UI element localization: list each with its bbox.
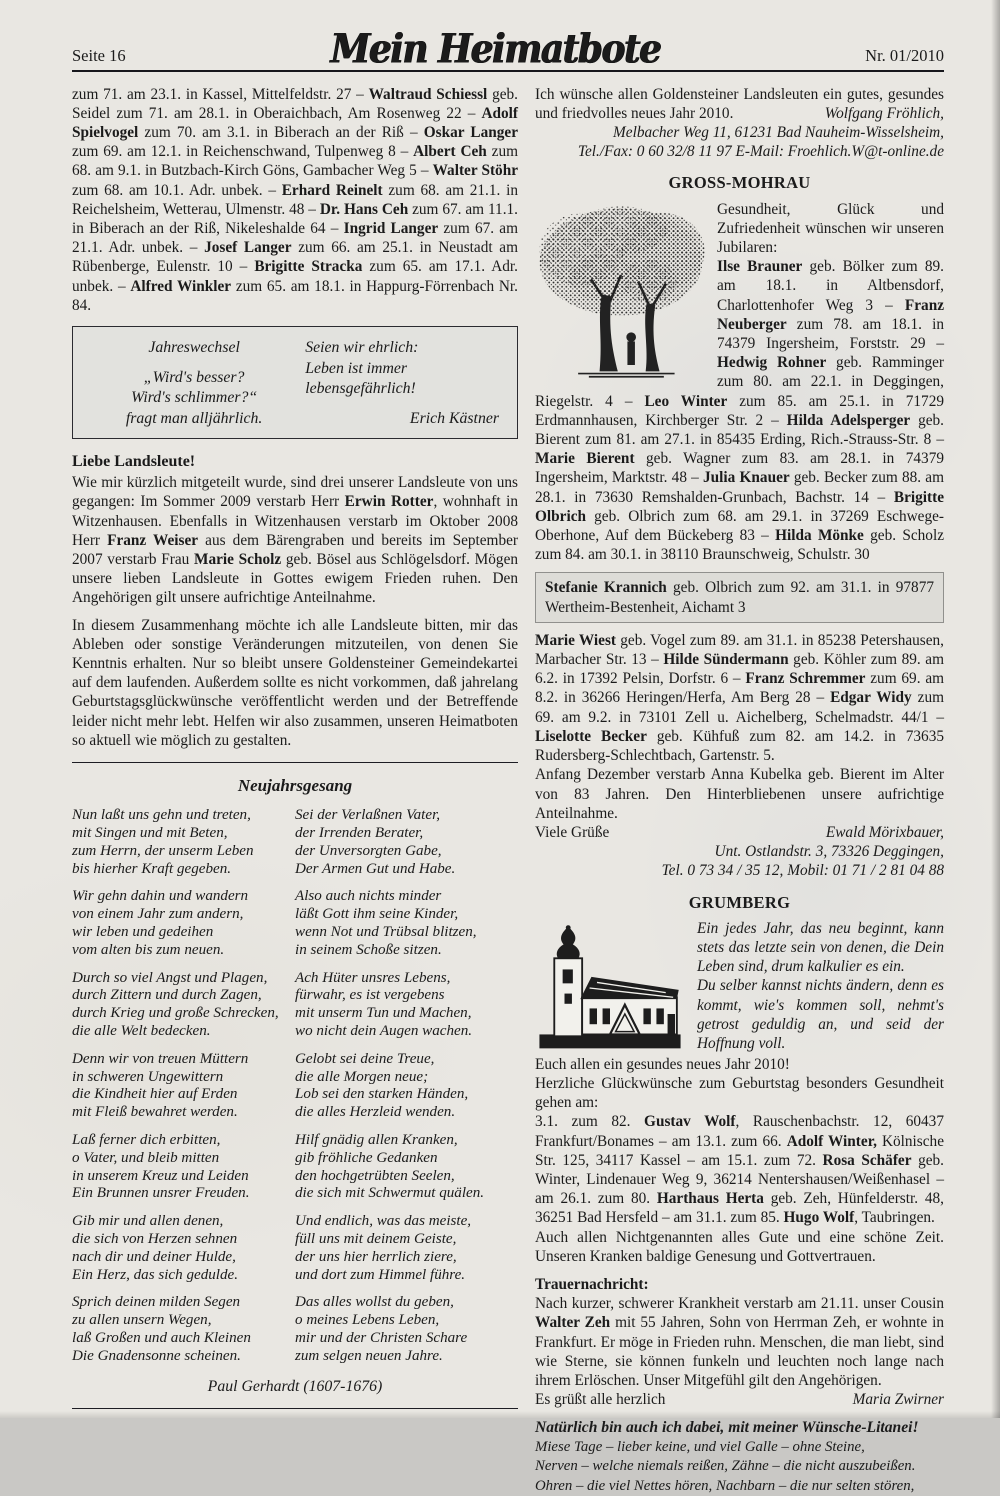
grumberg-verse-1: Ein jedes Jahr, das neu beginnt, kann stets das letzte sein von denen, die Dein Leben sind, drum kalkulier es ein. <box>697 919 944 976</box>
poem-stanza: Also auch nichts minder läßt Gott ihm seine Kinder, wenn Not und Trübsal blitzen, in seinem Schoße sitzen. <box>295 888 477 958</box>
page-header <box>72 25 944 73</box>
newyear-greeting-line1: Ich wünsche allen Goldensteiner Landsleuten ein gutes, gesundes <box>535 85 944 103</box>
right-column <box>535 85 944 1496</box>
grumberg-wish: Euch allen ein gesundes neues Jahr 2010! <box>535 1055 790 1073</box>
left-column <box>72 85 518 1496</box>
issue-number: Nr. 01/2010 <box>865 46 944 66</box>
tree-illustration <box>535 200 707 380</box>
poem-stanza: Das alles wollst du geben, o meines Lebens Leben, mir und der Christen Schare zum selgen neuen Jahre. <box>295 1294 468 1364</box>
poem-stanza: Laß ferner dich erbitten, o Vater, und bleib mitten in unserem Kreuz und Leiden Ein Brunnen unsrer Freuden. <box>72 1132 250 1202</box>
jubilare-intro: Gesundheit, Glück und Zufriedenheit wünschen wir unseren Jubilaren: <box>717 200 944 257</box>
trauer-closing-row <box>535 1390 944 1409</box>
quote-box-left <box>87 338 301 429</box>
jubilare-list: Ilse Brauner geb. Bölker zum 89. am 18.1. in Altbensdorf, Charlottenhofer Weg 3 – Franz Neuberger zum 78. am 18.1. in 74379 Ingersheim, Forststr. 29 – Hedwig Rohner geb. Ramminger zum 80. am 22.1. in Deggingen, Riegelstr. 4 – Leo Winter zum 85. am 25.1. in 71729 Erdmannhausen, Kirchberger Str. 2 – Hilda Adelsperger geb. Bierent zum 81. am 27.1. in 85435 Erding, Rich.-Strauss-Str. 8 – Marie Bierent geb. Wagner zum 83. am 28.1. in 74379 Ingersheim, Marktstr. 48 – Julia Knauer geb. Becker zum 88. am 28.1. in 73630 Remshalden-Grunbach, Bachstr. 14 – Brigitte Olbrich geb. Olbrich zum 68. am 29.1. in 37269 Eschwege-Oberhone, Auf dem Bückeberg 83 – Hilda Mönke geb. Scholz zum 84. am 30.1. in 38110 Braunschweig, Schulstr. 30 <box>535 258 945 564</box>
grumberg-body <box>535 919 944 1053</box>
poem-stanza: Wir gehn dahin und wandern von einem Jahr zum andern, wir leben und gedeihen vom alten bis zum neuen. <box>72 888 249 958</box>
krannich-highlight-box: Stefanie Krannich geb. Olbrich zum 92. am 31.1. in 97877 Wertheim-Bestenheit, Aichamt 3 <box>535 572 944 622</box>
quote-box <box>72 326 518 439</box>
gruesse-row <box>535 823 944 842</box>
quote-right-lines: Seien wir ehrlich: Leben ist immer lebensgefährlich! <box>305 339 419 398</box>
poem-stanza: Gib mir und allen denen, die sich von Herzen sehnen nach dir und deiner Hulde, Ein Herz, das sich gedulde. <box>72 1213 239 1283</box>
quote-left-lines: „Wird's besser? Wird's schlimmer?“ fragt man alljährlich. <box>125 368 263 427</box>
wiest-list: Marie Wiest geb. Vogel zum 89. am 31.1. in 85238 Petershausen, Marbacher Str. 13 – Hilde Sündermann geb. Köhler zum 89. am 6.2. in 17392 Pelsin, Dorfstr. 6 – Franz Schremmer zum 69. am 8.2. in 36266 Heringen/Herfa, Am Berg 28 – Edgar Widy zum 69. am 9.2. in 73101 Zell u. Aichelberg, Schelmadstr. 44/1 – Liselotte Becker geb. Kühfuß zum 82. am 14.2. in 73635 Rudersberg-Schlechtbach, Gartenstr. 5. <box>535 631 945 765</box>
trauer-closing: Es grüßt alle herzlich <box>535 1391 666 1409</box>
poem-stanza: Ach Hüter unsres Lebens, fürwahr, es ist vergebens mit unserm Tun und Machen, wo nicht dein Augen wachen. <box>295 969 473 1040</box>
greeting-signer: Wolfgang Fröhlich, <box>824 104 944 122</box>
grumberg-others: Auch allen Nichtgenannten alles Gute und eine schöne Zeit. Unseren Kranken baldige Genesung und Gottvertrauen. <box>535 1228 944 1265</box>
trauer-signer: Maria Zwirner <box>852 1391 944 1409</box>
greeting-text: und friedvolles neues Jahr 2010. <box>535 104 734 122</box>
poem-right-column <box>295 807 518 1375</box>
poem <box>72 807 518 1375</box>
poem-left-column <box>72 807 295 1375</box>
quote-author: Erich Kästner <box>409 409 499 427</box>
poem-stanza: Sei der Verlaßnen Vater, der Irrenden Berater, der Unversorgten Gabe, Der Armen Gut und Habe. <box>295 807 456 877</box>
quote-box-right <box>301 338 503 429</box>
trauernachricht-text: Nach kurzer, schwerer Krankheit verstarb am 21.11. unser Cousin Walter Zeh mit 55 Jahren, Sohn von Herrman Zeh, er wohnte in Frankfurt. Er möge in Frieden ruhn. Menschen, die man liebt, sind wie Sterne, sie können funkeln und leuchten noch lange nach ihrem Erlöschen. Unser Mitgefühl gilt den Angehörigen. <box>535 1295 944 1389</box>
page-number: Seite 16 <box>72 46 126 66</box>
grumberg-birthday-list: 3.1. zum 82. Gustav Wolf, Rauschenbachstr. 12, 60437 Frankfurt/Bonames – am 13.1. zum 66. Adolf Winter, Kölnische Str. 125, 34117 Kassel – am 15.1. zum 72. Rosa Schäfer geb. Winter, Lindenauer Weg 9, 36214 Nentershausen/Weißenhasel – am 26.1. zum 80. Harthaus Herta geb. Zeh, Hünfelderstr. 48, 36251 Bad Hersfeld – am 31.1. zum 85. Hugo Wolf, Taubringen. <box>535 1113 944 1227</box>
page-body <box>72 85 944 1496</box>
gross-mohrau-body <box>535 200 944 565</box>
landsleute-paragraph-1: Wie mir kürzlich mitgeteilt wurde, sind drei unserer Landsleute von uns gegangen: Im Sommer 2009 verstarb Herr Erwin Rotter, wohnhaft in Witzenhausen. Ebenfalls in Witzenhausen verstarb im Oktober 2008 Herr Franz Weiser aus dem Bärengraben und bereits im September 2007 verstarb Frau Marie Scholz geb. Bösel aus Schlögelsdorf. Mögen unsere lieben Landsleute in Gottes ewigem Frieden ruhen. Den Angehörigen gilt unsere aufrichtige Anteilnahme. <box>72 474 519 607</box>
gruesse-label: Viele Grüße <box>535 823 610 841</box>
section-divider <box>72 1408 518 1409</box>
litany-title: Natürlich bin auch ich dabei, mit meiner Wünsche-Litanei! <box>535 1419 919 1437</box>
poem-author: Paul Gerhardt (1607-1676) <box>207 1377 383 1395</box>
masthead-title: Mein Heimatbote <box>330 25 661 73</box>
litany-lines: Miese Tage – lieber keine, und viel Galle – ohne Steine, Nerven – welche niemals reißen, Zähne – die nicht auszubeißen. Ohren – die viel Nettes hören, Nachbarn – die nur selten stören, <box>535 1438 916 1494</box>
congrats-intro: Herzliche Glückwünsche zum Geburtstag besonders Gesundheit gehen am: <box>535 1074 944 1112</box>
poem-stanza: Durch so viel Angst und Plagen, durch Zittern und durch Zagen, durch Krieg und große Schrecken, die alle Welt bedecken. <box>72 969 279 1040</box>
poem-title: Neujahrsgesang <box>237 776 353 796</box>
kubelka-obituary: Anfang Dezember verstarb Anna Kubelka geb. Bierent im Alter von 83 Jahren. Den Hinterbliebenen unsere aufrichtige Anteilnahme. <box>535 766 944 822</box>
froehlich-contact: Melbacher Weg 11, 61231 Bad Nauheim-Wisselsheim, Tel./Fax: 0 60 32/8 11 97 E-Mail: Froehlich.W@t-online.de <box>577 124 944 161</box>
poem-stanza: Und endlich, was das meiste, füll uns mit deinem Geiste, der uns hier herrlich ziere, und dort zum Himmel führe. <box>295 1213 472 1283</box>
church-illustration <box>535 923 685 1053</box>
landsleute-heading: Liebe Landsleute! <box>72 453 196 471</box>
moerixbauer-signer: Ewald Mörixbauer, <box>825 823 944 841</box>
litany-section <box>535 1418 944 1496</box>
birthday-list-continued: zum 71. am 23.1. in Kassel, Mittelfeldstr. 27 – Waltraud Schiessl geb. Seidel zum 71. am 28.1. in Oberaichbach, Am Rosenweg 22 – Adolf Spielvogel zum 70. am 3.1. in Biberach an der Riß – Oskar Langer zum 69. am 12.1. in Reichenschwand, Tulpenweg 8 – Albert Ceh zum 68. am 9.1. in Butzbach-Kirch Göns, Gambacher Weg 5 – Walter Stöhr zum 68. am 10.1. Adr. unbek. – Erhard Reinelt zum 68. am 21.1. in Reichelsheim, Wetterau, Ulmenstr. 48 – Dr. Hans Ceh zum 67. am 11.1. in Biberach an der Riß, Nikeleshalde 64 – Ingrid Langer zum 67. am 21.1. Adr. unbek. – Josef Langer zum 66. am 25.1. in Neustadt am Rübenberge, Eulenstr. 10 – Brigitte Stracka zum 65. am 17.1. Adr. unbek. – Alfred Winkler zum 65. am 18.1. in Happurg-Förrenbach Nr. 84. <box>72 85 519 314</box>
trauernachricht-heading: Trauernachricht: <box>535 1275 649 1293</box>
poem-stanza: Nun laßt uns gehn und treten, mit Singen und mit Beten, zum Herrn, der unserm Leben bis hierher Kraft gegeben. <box>72 807 254 877</box>
poem-stanza: Sprich deinen milden Segen zu allen unsern Wegen, laß Großen und auch Kleinen Die Gnadensonne scheinen. <box>72 1294 251 1364</box>
quote-title: Jahreswechsel <box>148 339 240 357</box>
grumberg-verse-2: Du selber kannst nichts ändern, denn es kommt, wie's kommen soll, nehmt's getrost geduldig an, und seid der Hoffnung voll. <box>697 977 944 1052</box>
gross-mohrau-heading: GROSS-MOHRAU <box>668 173 811 193</box>
section-divider <box>72 762 518 763</box>
poem-stanza: Gelobt sei deine Treue, die alle Morgen neue; Lob sei den starken Händen, die alles Herzleid wenden. <box>295 1050 469 1121</box>
landsleute-paragraph-2: In diesem Zusammenhang möchte ich alle Landsleute bitten, mir das Ableben oder sonstige Veränderungen mitzuteilen, von denen Sie Kenntnis erhalten. Nur so bleibt unsere Goldensteiner Gemeindekartei auf dem laufenden. Außerdem sollte es nicht vorkommen, daß jahrelang Geburtstagsglückwünsche veröffentlicht werden und der Betreffende leider nicht mehr lebt. Helfen wir also zusammen, unseren Heimatboten so aktuell wie möglich zu gestalten. <box>72 616 518 749</box>
moerixbauer-contact: Unt. Ostlandstr. 3, 73326 Deggingen, Tel. 0 73 34 / 35 12, Mobil: 01 71 / 2 81 04 88 <box>661 843 944 880</box>
poem-stanza: Hilf gnädig allen Kranken, gib fröhliche Gedanken den hochgetrübten Seelen, die sich mit Schwermut quälen. <box>295 1132 485 1202</box>
poem-stanza: Denn wir von treuen Müttern in schweren Ungewittern die Kindheit hier auf Erden mit Fleiß bewahret werden. <box>72 1050 249 1121</box>
newyear-greeting-line2 <box>535 104 944 123</box>
grumberg-heading: GRUMBERG <box>688 892 791 912</box>
